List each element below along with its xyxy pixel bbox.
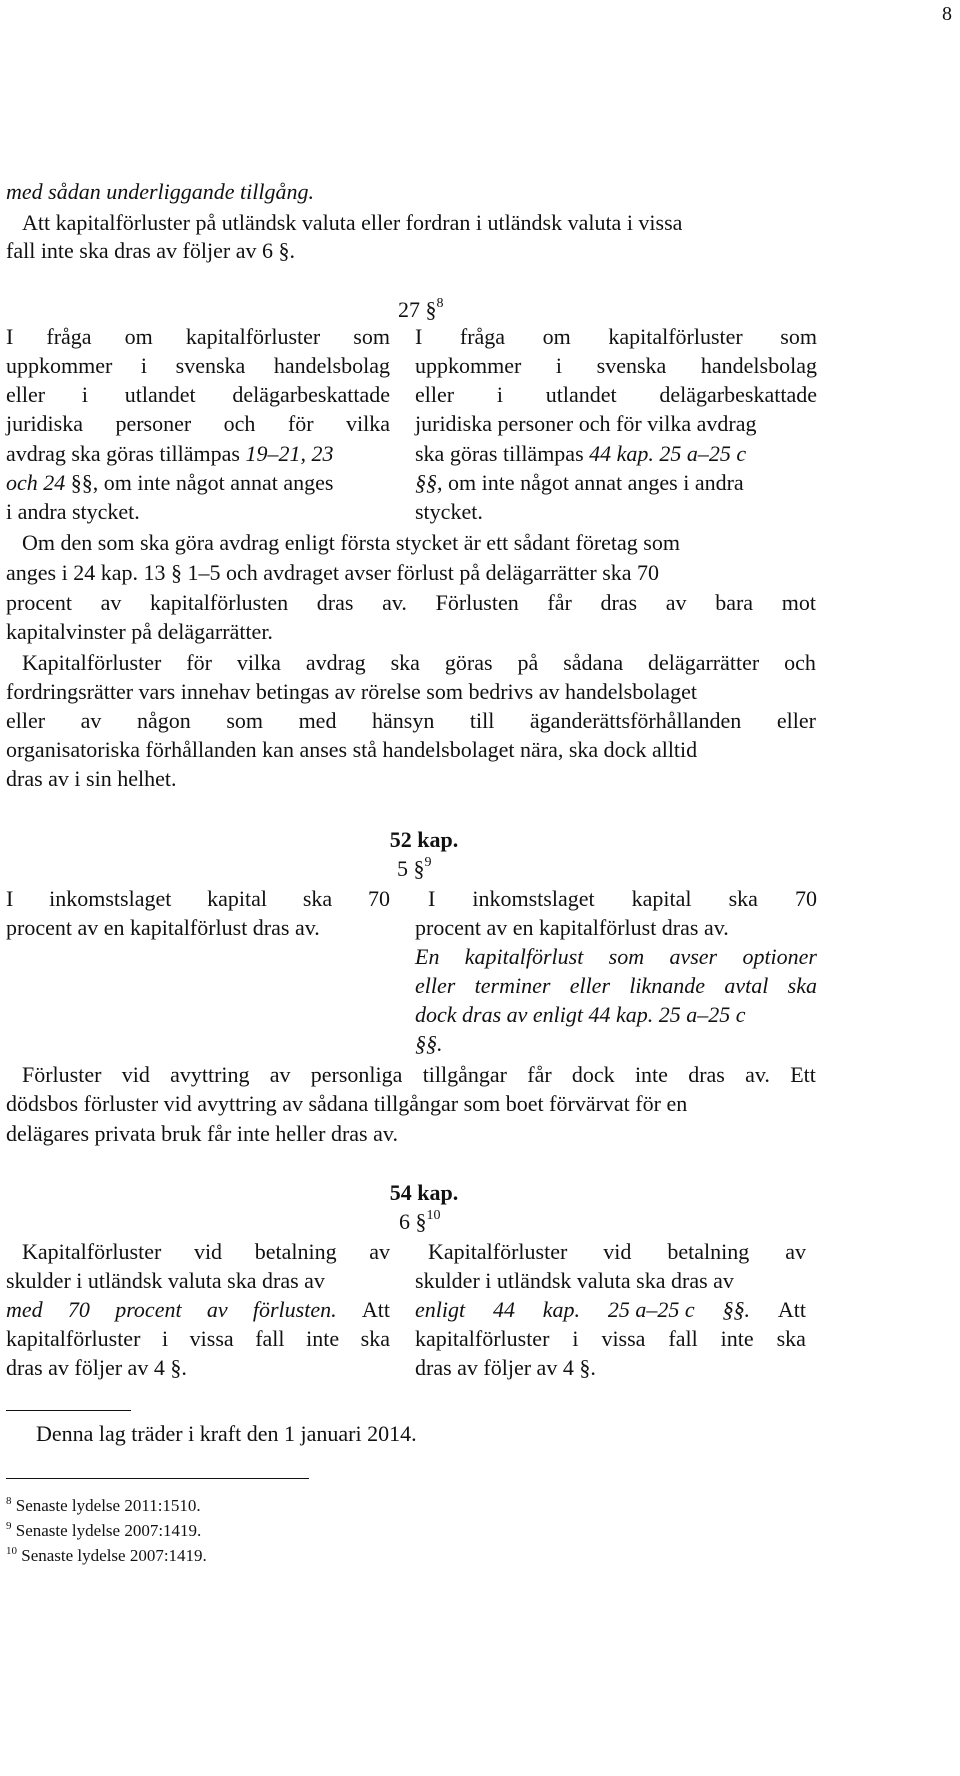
s27-right-line-7: stycket. — [415, 499, 483, 524]
ch52-right-line-1: I inkomstslaget kapital ska 70 — [428, 886, 817, 911]
s27-right-line-4: juridiska personer och för vilka avdrag — [415, 411, 757, 436]
s27-p2-line-4: organisatoriska förhållanden kan anses stå handelsbolaget nära, ska dock alltid — [6, 737, 698, 762]
footnote-ref-8: 8 — [436, 296, 444, 311]
section-6-heading: 6 §$^{10}$ — [399, 1208, 441, 1234]
footnote-divider — [6, 1478, 309, 1479]
ch54-right-line-4: kapitalförluster i vissa fall inte ska — [415, 1326, 806, 1351]
s27-left-line-5: avdrag ska göras tillämpas 19–21, 23 — [6, 441, 334, 466]
ch54-left-line-4: kapitalförluster i vissa fall inte ska — [6, 1326, 390, 1351]
ch52-left-line-1: I inkomstslaget kapital ska 70 — [6, 886, 390, 911]
footnote-8: $^8$ Senaste lydelse 2011:1510. — [6, 1495, 201, 1515]
page-number: 8 — [942, 3, 952, 25]
ch54-left-line-1: Kapitalförluster vid betalning av — [22, 1239, 390, 1264]
s27-left-line-1: I fråga om kapitalförluster som — [6, 324, 390, 349]
ch52-right-line-2: procent av en kapitalförlust dras av. — [415, 915, 729, 940]
s27-p2-line-2: fordringsrätter vars innehav betingas av rörelse som bedrivs av handelsbolaget — [6, 679, 697, 704]
s27-left-line-2: uppkommer i svenska handelsbolag — [6, 353, 390, 378]
ch52-right-line-5: dock dras av enligt 44 kap. 25 a–25 c — [415, 1002, 746, 1027]
footnote-10: $^{10}$ Senaste lydelse 2007:1419. — [6, 1545, 207, 1565]
s27-p2-line-5: dras av i sin helhet. — [6, 766, 177, 791]
s27-left-line-6: och 24 §§, om inte något annat anges — [6, 470, 334, 495]
intro-line-3: fall inte ska dras av följer av 6 §. — [6, 238, 295, 263]
effective-divider — [6, 1410, 131, 1411]
ch52-full-line-2: dödsbos förluster vid avyttring av sådana tillgångar som boet förvärvat för en — [6, 1091, 688, 1116]
ch52-left-line-2: procent av en kapitalförlust dras av. — [6, 915, 320, 940]
s27-p1-line-2: anges i 24 kap. 13 § 1–5 och avdraget avser förlust på delägarrätter ska 70 — [6, 560, 660, 585]
s27-right-line-3: eller i utlandet delägarbeskattade — [415, 382, 817, 407]
s27-p1-line-3: procent av kapitalförlusten dras av. Förlusten får dras av bara mot — [6, 590, 816, 615]
ch54-right-line-3: enligt 44 kap. 25 a–25 c §§. Att — [415, 1297, 806, 1322]
section-27-heading: 27 §$^8$ — [398, 296, 444, 322]
effective-date: Denna lag träder i kraft den 1 januari 2014. — [36, 1421, 417, 1446]
chapter-54-heading: 54 kap. — [389, 1180, 459, 1205]
footnote-ref-9: 9 — [424, 855, 432, 870]
ch54-left-line-5: dras av följer av 4 §. — [6, 1355, 187, 1380]
footnote-ref-10: 10 — [426, 1208, 441, 1223]
ch52-right-line-4: eller terminer eller liknande avtal ska — [415, 973, 817, 998]
ch52-full-line-1: Förluster vid avyttring av personliga tillgångar får dock inte dras av. Ett — [22, 1062, 816, 1087]
ch52-right-line-6: §§. — [415, 1031, 443, 1056]
s27-right-line-1: I fråga om kapitalförluster som — [415, 324, 817, 349]
s27-p2-line-3: eller av någon som med hänsyn till äganderättsförhållanden eller — [6, 708, 816, 733]
ch54-right-line-2: skulder i utländsk valuta ska dras av — [415, 1268, 734, 1293]
chapter-52-heading: 52 kap. — [389, 827, 459, 852]
ch54-left-line-3: med 70 procent av förlusten. Att — [6, 1297, 390, 1322]
section-5-heading: 5 §$^9$ — [397, 855, 432, 881]
ch52-right-line-3: En kapitalförlust som avser optioner — [415, 944, 817, 969]
s27-left-line-4: juridiska personer och för vilka — [6, 411, 390, 436]
footnote-9: $^9$ Senaste lydelse 2007:1419. — [6, 1520, 202, 1540]
s27-right-line-5: ska göras tillämpas 44 kap. 25 a–25 c — [415, 441, 747, 466]
ch52-full-line-3: delägares privata bruk får inte heller dras av. — [6, 1121, 398, 1146]
ch54-right-line-1: Kapitalförluster vid betalning av — [428, 1239, 806, 1264]
s27-right-line-2: uppkommer i svenska handelsbolag — [415, 353, 817, 378]
s27-p2-line-1: Kapitalförluster för vilka avdrag ska göras på sådana delägarrätter och — [22, 650, 816, 675]
ch54-right-line-5: dras av följer av 4 §. — [415, 1355, 596, 1380]
intro-line-2: Att kapitalförluster på utländsk valuta eller fordran i utländsk valuta i vissa — [22, 210, 683, 235]
s27-right-line-6: §§, om inte något annat anges i andra — [415, 470, 744, 495]
ch54-left-line-2: skulder i utländsk valuta ska dras av — [6, 1268, 325, 1293]
s27-p1-line-4: kapitalvinster på delägarrätter. — [6, 619, 273, 644]
intro-line-1: med sådan underliggande tillgång. — [6, 179, 314, 204]
s27-p1-line-1: Om den som ska göra avdrag enligt första stycket är ett sådant företag som — [22, 530, 680, 555]
s27-left-line-3: eller i utlandet delägarbeskattade — [6, 382, 390, 407]
s27-left-line-7: i andra stycket. — [6, 499, 140, 524]
